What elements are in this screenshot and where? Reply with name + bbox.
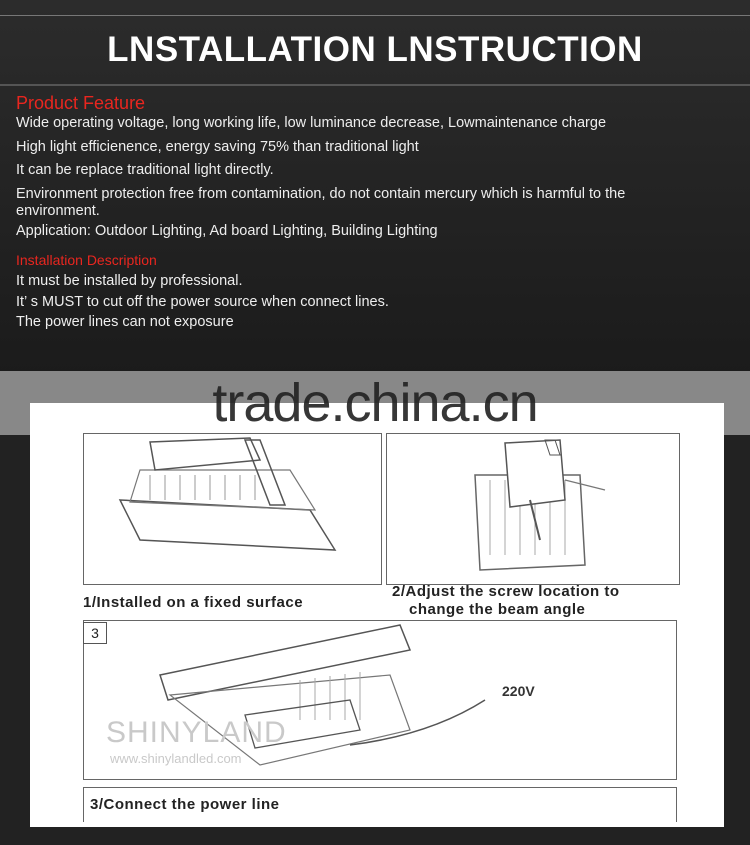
watermark-text: trade.china.cn (212, 373, 538, 433)
feature-line: Wide operating voltage, long working life, low luminance decrease, Lowmaintenance charge (16, 115, 607, 131)
floodlight-angle-illustration (470, 435, 640, 575)
page-title: LNSTALLATION LNSTRUCTION (107, 30, 643, 69)
step2-caption-line2: change the beam angle (409, 601, 586, 618)
installation-line: It’ s MUST to cut off the power source when connect lines. (16, 294, 389, 310)
feature-line: High light efficienence, energy saving 75% than traditional light (16, 139, 419, 155)
feature-line: Environment protection free from contamination, do not contain mercury which is harmful to the environment. (16, 186, 626, 219)
floodlight-mounted-illustration (110, 430, 350, 560)
feature-line: Application: Outdoor Lighting, Ad board Lighting, Building Lighting (16, 223, 438, 239)
installation-heading: Installation Description (16, 252, 157, 268)
installation-line: The power lines can not exposure (16, 314, 234, 330)
brand-logo-text: SHINYLAND (106, 716, 287, 749)
brand-url: www.shinylandled.com (110, 751, 242, 766)
step3-caption: 3/Connect the power line (90, 796, 280, 813)
voltage-label: 220V (502, 683, 535, 699)
feature-line: It can be replace traditional light directly. (16, 162, 274, 178)
step3-number: 3 (83, 622, 107, 644)
installation-line: It must be installed by professional. (16, 273, 243, 289)
product-feature-heading: Product Feature (16, 93, 146, 113)
step1-caption: 1/Installed on a fixed surface (83, 594, 304, 611)
top-divider (0, 15, 750, 16)
title-divider (0, 84, 750, 86)
step2-caption-line1: 2/Adjust the screw location to (392, 583, 620, 600)
